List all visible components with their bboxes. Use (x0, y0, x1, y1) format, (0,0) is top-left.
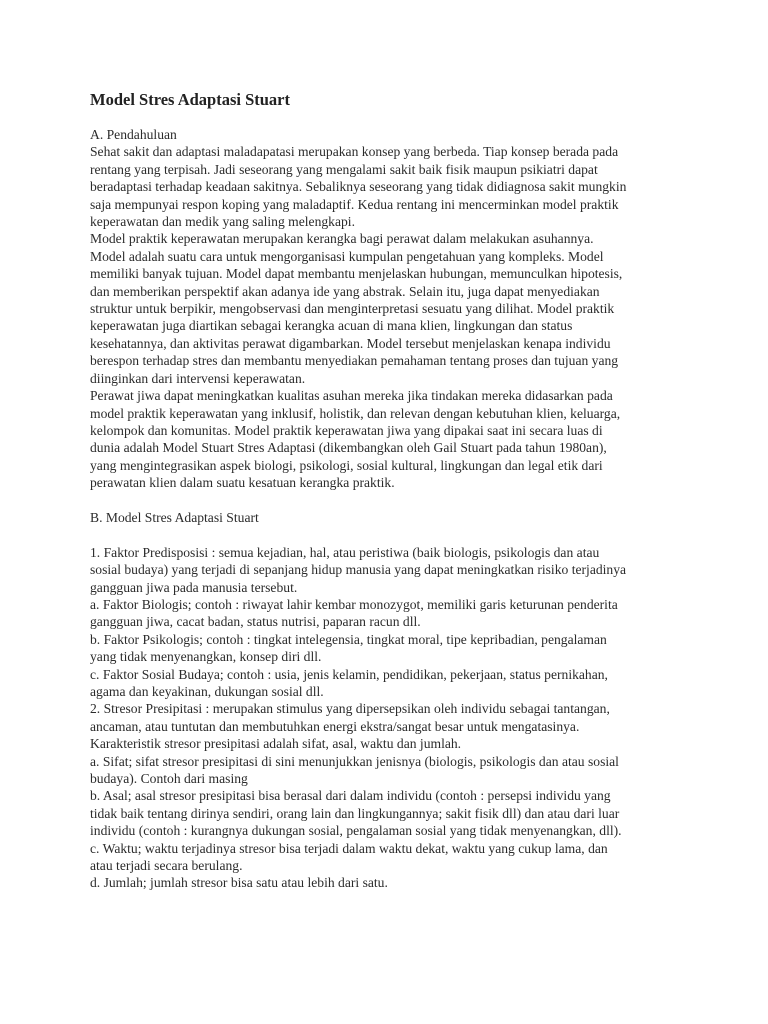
text-line: berespon terhadap stres dan membantu menyediakan pemahaman tentang proses dan tujuan yang (90, 353, 619, 369)
paragraph-gap (90, 492, 690, 509)
text-line: d. Jumlah; jumlah stresor bisa satu atau lebih dari satu. (90, 875, 388, 891)
text-line: a. Sifat; sifat stresor presipitasi di sini menunjukkan jenisnya (biologis, psikologis dan atau sosial (90, 753, 619, 769)
text-line: budaya). Contoh dari masing (90, 771, 248, 786)
section-b-heading: B. Model Stres Adaptasi Stuart (90, 509, 259, 525)
text-line: saja mempunyai respon koping yang maladaptif. Kedua rentang ini mencerminkan model praktik (90, 196, 619, 212)
text-line: atau terjadi secara berulang. (90, 858, 243, 874)
text-line: diinginkan dari intervensi keperawatan. (90, 370, 306, 386)
text-line: keperawatan juga diartikan sebagai kerangka acuan di mana klien, lingkungan dan status (90, 318, 573, 334)
text-line: tidak baik tentang dirinya sendiri, orang lain dan lingkungannya; sakit fisik dll) dan atau dari luar (90, 805, 620, 821)
text-line: dan memberikan perspektif akan adanya ide yang abstrak. Selain itu, juga dapat menyediakan (90, 283, 600, 299)
text-line: yang mengintegrasikan aspek biologi, psikologi, sosial kultural, lingkungan dan legal etik dari (90, 457, 603, 473)
document-title: Model Stres Adaptasi Stuart (90, 90, 290, 109)
text-line: dunia adalah Model Stuart Stres Adaptasi (dikembangkan oleh Gail Stuart pada tahun 1980an), (90, 440, 607, 456)
text-line: Perawat jiwa dapat meningkatkan kualitas asuhan mereka jika tindakan mereka didasarkan pada (90, 388, 613, 404)
text-line: beradaptasi terhadap keadaan sakitnya. Sebaliknya seseorang yang tidak didiagnosa sakit mungkin (90, 179, 627, 195)
paragraph-gap (90, 526, 690, 543)
text-line: keperawatan dan medik yang saling melengkapi. (90, 214, 355, 230)
text-line: b. Faktor Psikologis; contoh : tingkat intelegensia, tingkat moral, tipe kepribadian, pengalaman (90, 631, 607, 647)
text-line: memiliki banyak tujuan. Model dapat membantu menjelaskan hubungan, memunculkan hipotesis, (90, 266, 623, 282)
text-line: c. Waktu; waktu terjadinya stresor bisa terjadi dalam waktu dekat, waktu yang cukup lama, dan (90, 840, 608, 856)
text-line: struktur untuk berpikir, mengobservasi dan menginterpretasi sesuatu yang dilihat. Model praktik (90, 301, 615, 317)
text-line: model praktik keperawatan yang inklusif, holistik, dan relevan dengan kebutuhan klien, keluarga, (90, 405, 621, 421)
section-b-body (90, 544, 690, 892)
text-line: rentang yang terpisah. Jadi seseorang yang mengalami sakit baik fisik maupun psikiatri dapat (90, 161, 598, 177)
text-line: Karakteristik stresor presipitasi adalah sifat, asal, waktu dan jumlah. (90, 736, 462, 752)
text-line: agama dan keyakinan, dukungan sosial dll. (90, 683, 324, 699)
section-a-body (90, 143, 690, 491)
text-line: b. Asal; asal stresor presipitasi bisa berasal dari dalam individu (contoh : persepsi individu yang (90, 788, 611, 804)
text-line: yang tidak menyenangkan, konsep diri dll. (90, 649, 322, 665)
text-line: a. Faktor Biologis; contoh : riwayat lahir kembar monozygot, memiliki garis keturunan penderita (90, 596, 618, 612)
text-line: gangguan jiwa pada manusia tersebut. (90, 579, 298, 595)
text-line: sosial budaya) yang terjadi di sepanjang hidup manusia yang dapat meningkatkan risiko terjadinya (90, 562, 627, 578)
section-a-heading: A. Pendahuluan (90, 127, 177, 142)
text-line: 2. Stresor Presipitasi : merupakan stimulus yang dipersepsikan oleh individu sebagai tantangan, (90, 701, 610, 717)
text-line: gangguan jiwa, cacat badan, status nutrisi, paparan racun dll. (90, 614, 421, 630)
text-line: kelompok dan komunitas. Model praktik keperawatan jiwa yang dipakai saat ini secara luas di (90, 422, 603, 438)
text-line: c. Faktor Sosial Budaya; contoh : usia, jenis kelamin, pendidikan, pekerjaan, status pernikahan, (90, 666, 608, 682)
text-line: Model praktik keperawatan merupakan kerangka bagi perawat dalam melakukan asuhannya. (90, 231, 594, 247)
document-page (90, 88, 690, 892)
text-line: Model adalah suatu cara untuk mengorganisasi kumpulan pengetahuan yang kompleks. Model (90, 248, 604, 264)
text-line: kesehatannya, dan aktivitas perawat digambarkan. Model tersebut menjelaskan kenapa individu (90, 335, 611, 351)
text-line: Sehat sakit dan adaptasi maladapatasi merupakan konsep yang berbeda. Tiap konsep berada pada (90, 144, 619, 160)
text-line: 1. Faktor Predisposisi : semua kejadian, hal, atau peristiwa (baik biologis, psikologis dan atau (90, 544, 600, 560)
text-line: ancaman, atau tuntutan dan membutuhkan energi ekstra/sangat besar untuk mengatasinya. (90, 718, 580, 734)
text-line: perawatan klien dalam suatu kesatuan kerangka praktik. (90, 475, 395, 491)
text-line: individu (contoh : kurangnya dukungan sosial, pengalaman sosial yang tidak menyenangkan, dll). (90, 823, 622, 839)
